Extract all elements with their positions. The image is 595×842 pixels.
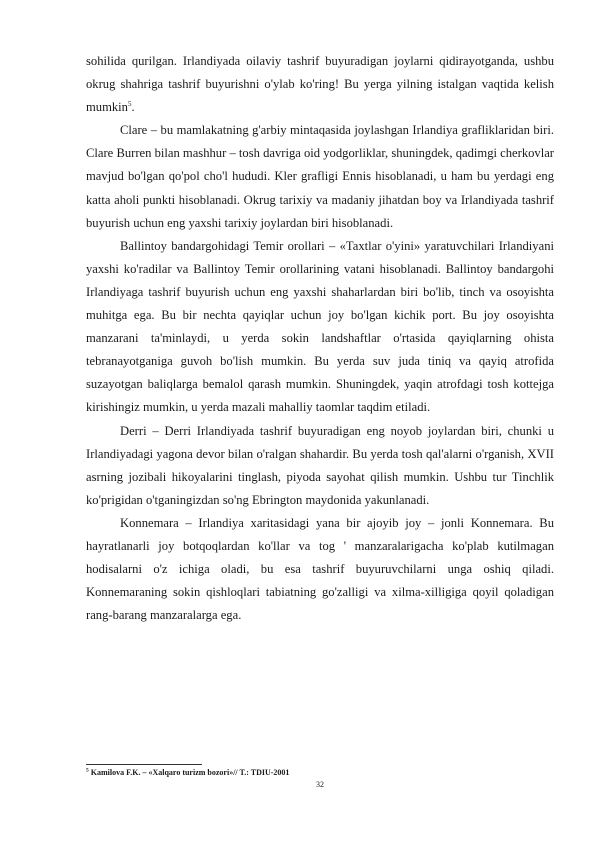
page-body (86, 50, 554, 627)
paragraph-1 (86, 50, 554, 119)
paragraph-clare: Clare – bu mamlakatning g'arbiy mintaqasida joylashgan Irlandiya grafliklaridan biri. Clare Burren bilan mashhur – tosh davriga oid yodgorliklar, shuningdek, qadimgi cherkovlar mavjud bo'lgan qo'pol cho'l hududi. Kler grafligi Ennis hisoblanadi, u ham bu yerdagi eng katta aholi punkti hisoblanadi. Okrug tarixiy va madaniy jihatdan boy va Irlandiyada tashrif buyurish uchun eng yaxshi tarixiy joylardan biri hisoblanadi. (86, 123, 554, 230)
paragraph-ballintoy: Ballintoy bandargohidagi Temir orollari – «Taxtlar o'yini» yaratuvchilari Irlandiyani yaxshi ko'radilar va Ballintoy Temir orollarining vatani hisoblanadi. Ballintoy bandargohi Irlandiyaga tashrif buyurish uchun eng yaxshi shaharlardan biri bo'lib, tinch va osoyishta muhitga ega. Bu bir nechta qayiqlar uchun joy bo'lgan kichik port. Bu joy osoyishta manzarani ta'minlaydi, u yerda sokin landshaftlar o'rtasida qayiqlarning ohista tebranayotganiga guvoh bo'lish mumkin. Bu yerda suv juda tiniq va qayiq atrofida suzayotgan baliqlarga bemalol qarash mumkin. Shuningdek, yaqin atrofdagi tosh kottejga kirishingiz mumkin, u yerda mazali mahalliy taomlar taqdim etiladi. (86, 238, 554, 415)
footnote-divider (86, 764, 202, 765)
footnote (86, 768, 289, 778)
footnote-number: 5 (86, 767, 89, 774)
page-number: 32 (316, 780, 324, 789)
paragraph-konnemara: Konnemara – Irlandiya xaritasidagi yana bir ajoyib joy – jonli Konnemara. Bu hayratlanarli joy botqoqlardan ko'llar va tog ' manzaralarigacha ko'plab kutilmagan hodisalarni o'z ichiga oladi, bu esa tashrif buyuruvchilarni unga oshiq qiladi. Konnemaraning sokin qishloqlari tabiatning go'zalligi va xilma-xilligiga qoyil qoladigan rang-barang manzaralarga ega. (86, 515, 554, 623)
footnote-reference[interactable]: 5 (127, 100, 132, 108)
paragraph-1-tail: . (131, 100, 135, 115)
footnote-text: Kamilova F.K. – «Xalqaro turizm bozori»// T.: TDIU-2001 (90, 768, 290, 777)
paragraph-1-text: sohilida qurilgan. Irlandiyada oilaviy tashrif buyuradigan joylarni qidirayotganda, ushbu okrug shahriga tashrif buyurishni o'ylab ko'ring! Bu yerga yilning istalgan vaqtida kelish mumkin (86, 54, 554, 115)
paragraph-derri: Derri – Derri Irlandiyada tashrif buyuradigan eng noyob joylardan biri, chunki u Irlandiyadagi yagona devor bilan o'ralgan shahardir. Bu yerda tosh qal'alarni o'rganish, XVII asrning jozibali hikoyalarini tinglash, piyoda sayohat qilish mumkin. Ushbu tur Tinchlik ko'prigidan o'tganingizdan so'ng Ebrington maydonida yakunlanadi. (86, 423, 554, 507)
